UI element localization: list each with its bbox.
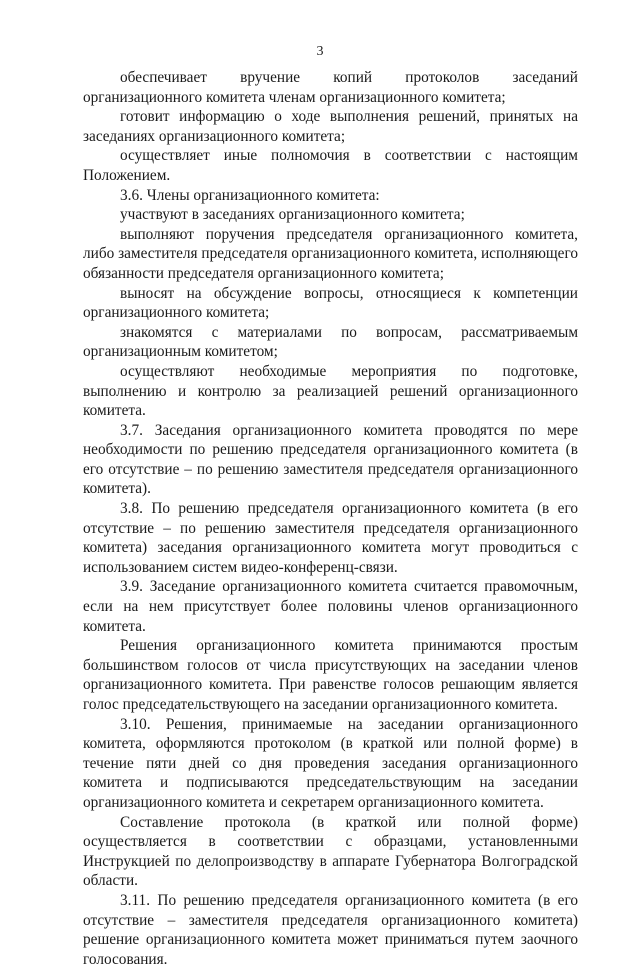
paragraph-protocol-drafting: Составление протокола (в краткой или полной форме) осуществляется в соответствии с образцами, установленными Инструкцией по делопроизводству в аппарате Губернатора Волгоградской области. (83, 813, 578, 890)
paragraph-3-7: 3.7. Заседания организационного комитета проводятся по мере необходимости по решению председателя организационного комитета (в его отсутствие – по решению заместителя председателя организационного комитета). (83, 421, 578, 498)
paragraph-secretary-other-powers: осуществляет иные полномочия в соответствии с настоящим Положением. (83, 147, 578, 184)
paragraph-decisions-majority: Решения организационного комитета принимаются простым большинством голосов от числа присутствующих на заседании членов организационного комитета. При равенстве голосов решающим является голос председательствующего на заседании организационного комитета. (83, 637, 578, 713)
paragraph-secretary-copies: обеспечивает вручение копий протоколов заседаний организационного комитета членам организационного комитета; (83, 69, 578, 106)
paragraph-members-issues: выносят на обсуждение вопросы, относящиеся к компетенции организационного комитета; (83, 284, 578, 322)
paragraph-3-6-heading: 3.6. Члены организационного комитета: (120, 186, 380, 204)
paragraph-members-materials: знакомятся с материалами по вопросам, рассматриваемым организационным комитетом; (83, 323, 578, 361)
paragraph-3-10: 3.10. Решения, принимаемые на заседании организационного комитета, оформляются протоколом (в краткой или полной форме) в течение пяти дней со дня проведения заседания организационного комитета и подписываются председательствующим на заседании организационного комитета и секретарем организационного комитета. (83, 715, 578, 811)
paragraph-3-9: 3.9. Заседание организационного комитета считается правомочным, если на нем присутствует более половины членов организационного комитета. (83, 578, 578, 635)
paragraph-members-instructions: выполняют поручения председателя организационного комитета, либо заместителя председателя организационного комитета, исполняющего обязанности председателя организационного комитета; (83, 225, 578, 282)
paragraph-3-11: 3.11. По решению председателя организационного комитета (в его отсутствие – заместителя председателя организационного комитета) решение организационного комитета может приниматься путем заочного голосования. (83, 891, 578, 968)
paragraph-members-participate: участвуют в заседаниях организационного комитета; (120, 206, 465, 224)
page-number: 3 (316, 44, 324, 59)
paragraph-secretary-info: готовит информацию о ходе выполнения решений, принятых на заседаниях организационного комитета; (83, 108, 578, 145)
paragraph-3-8: 3.8. По решению председателя организационного комитета (в его отсутствие – по решению заместителя председателя организационного комитета) заседания организационного комитета могут проводиться с использованием систем видео-конференц-связи. (83, 500, 578, 576)
document-body (83, 68, 578, 969)
paragraph-members-measures: осуществляют необходимые мероприятия по подготовке, выполнению и контролю за реализацией решений организационного комитета. (83, 362, 578, 420)
